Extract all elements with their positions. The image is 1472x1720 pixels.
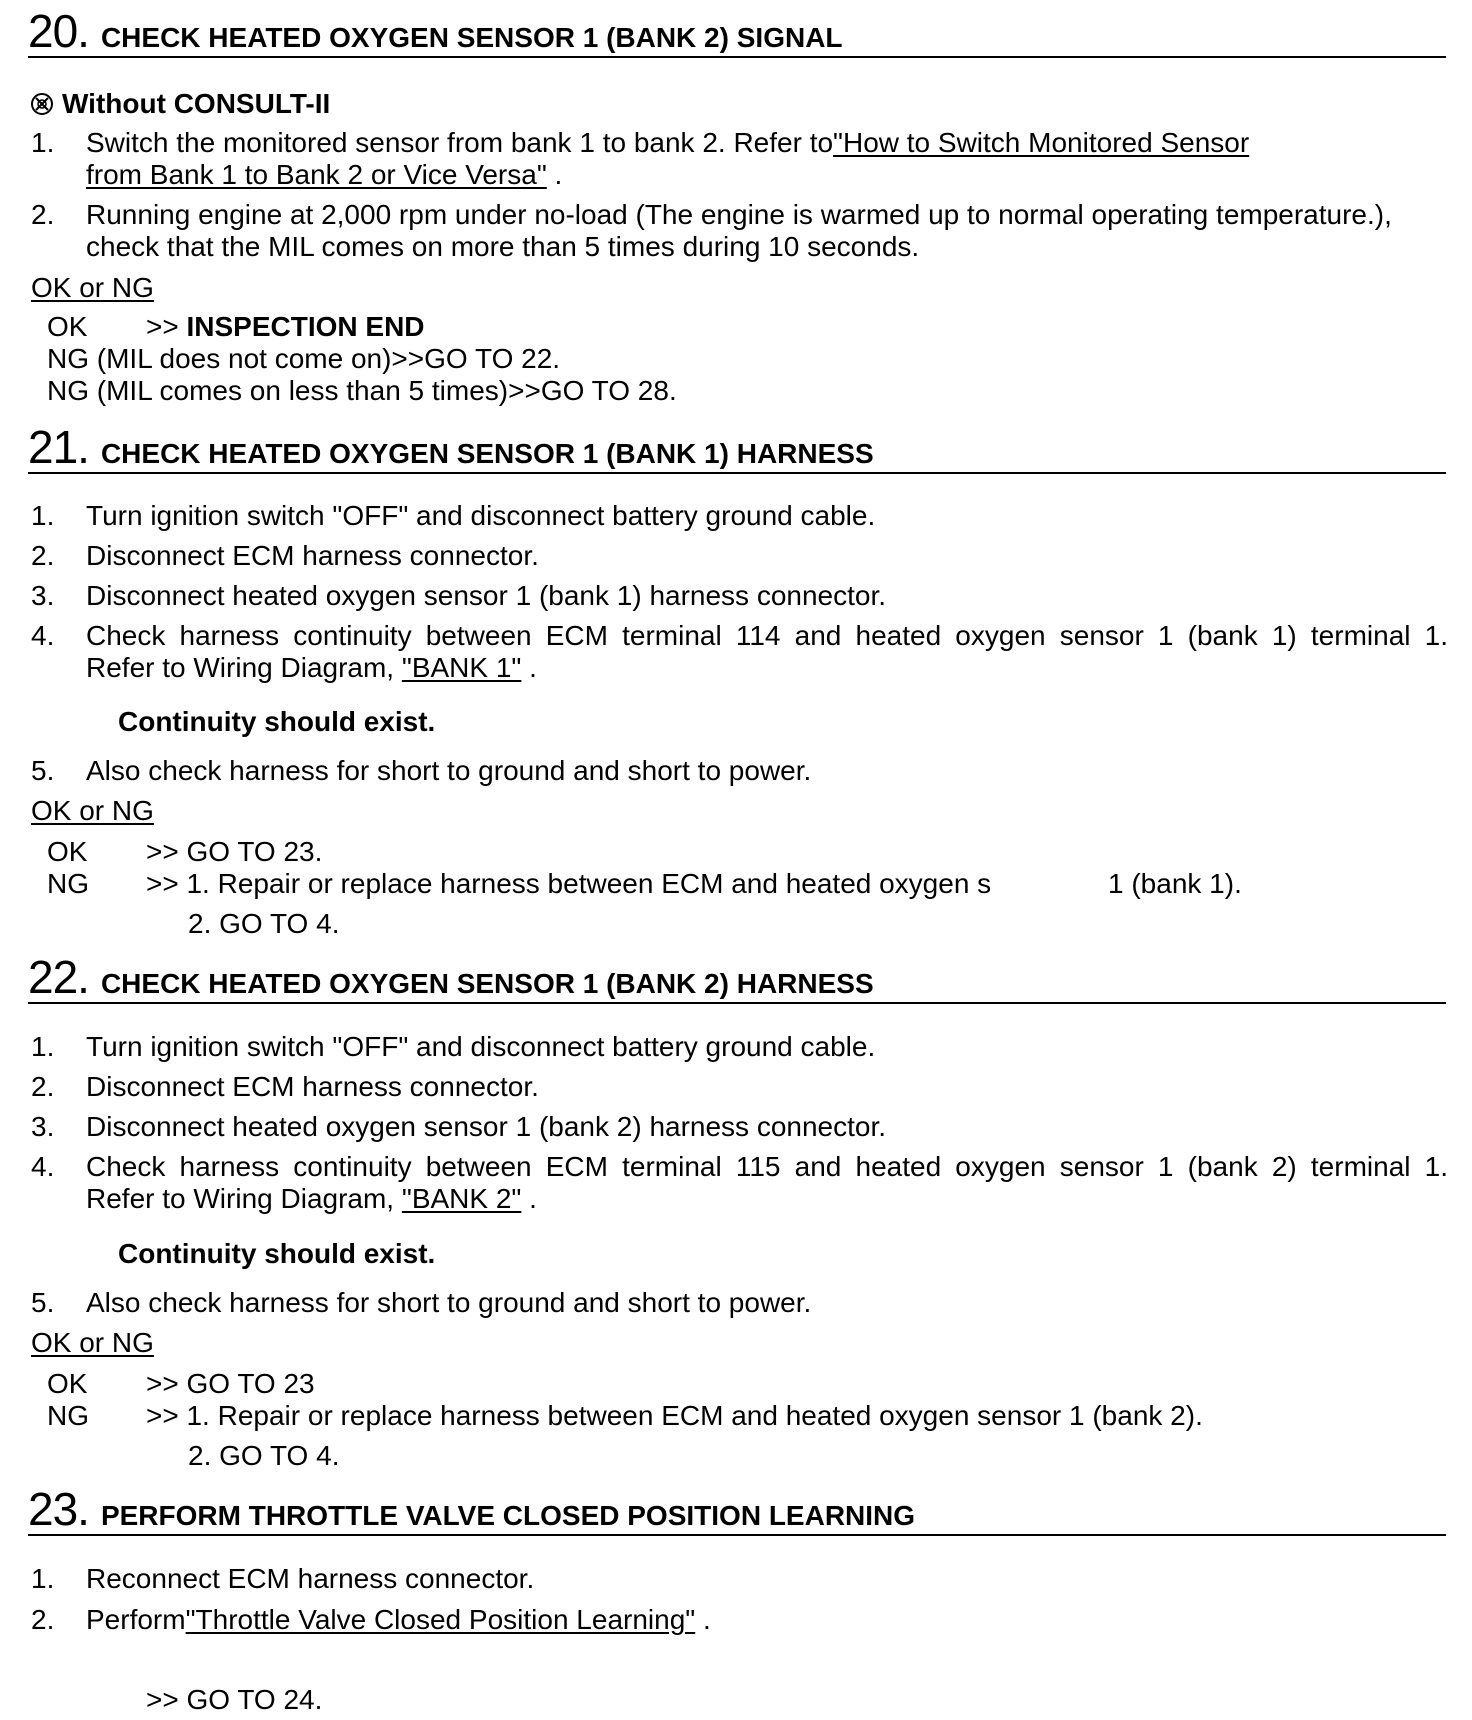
link-switch-monitored-sensor[interactable]: "How to Switch Monitored Sensor	[833, 127, 1250, 158]
result-ng-action-2: 2. GO TO 4.	[188, 908, 340, 939]
step-23-item-1: Reconnect ECM harness connector.	[86, 1563, 535, 1594]
link-switch-monitored-sensor-2[interactable]: from Bank 1 to Bank 2 or Vice Versa"	[86, 159, 547, 190]
step-22-item-4-line-2	[86, 1183, 1448, 1215]
step-22-header	[28, 951, 1446, 1004]
step-21-header	[28, 421, 1446, 474]
step-21-item-2: Disconnect ECM harness connector.	[86, 540, 539, 571]
result-ok-label: OK	[47, 311, 88, 342]
link-bank-2[interactable]: "BANK 2"	[401, 1183, 522, 1214]
item-text: Perform	[86, 1604, 186, 1635]
ok-or-ng-heading: OK or NG	[31, 1327, 154, 1358]
item-number: 1.	[31, 1563, 55, 1594]
step-22-item-1: Turn ignition switch "OFF" and disconnect battery ground cable.	[86, 1031, 876, 1062]
item-text: Refer to Wiring Diagram,	[86, 652, 402, 683]
result-ng-label: NG	[47, 1400, 89, 1431]
item-text-end: .	[521, 1183, 537, 1214]
item-number: 5.	[31, 1287, 55, 1318]
inspection-end: INSPECTION END	[186, 311, 425, 342]
ok-or-ng-heading: OK or NG	[31, 272, 154, 303]
result-ng-action-1-end: 1 (bank 1).	[1108, 868, 1242, 899]
step-21-item-4-line-2	[86, 652, 1448, 684]
item-number: 2.	[31, 1071, 55, 1102]
step-20-item-2-line-1: Running engine at 2,000 rpm under no-load (The engine is warmed up to normal operating temperature.),	[86, 199, 1392, 230]
no-consult-icon	[30, 92, 54, 116]
step-number: 23.	[28, 1483, 89, 1535]
step-21-item-3: Disconnect heated oxygen sensor 1 (bank 1) harness connector.	[86, 580, 887, 611]
result-ng-action-1: >> 1. Repair or replace harness between ECM and heated oxygen s	[146, 868, 992, 899]
step-20-item-1	[86, 127, 1448, 159]
item-number: 1.	[31, 1031, 55, 1062]
step-21-item-5: Also check harness for short to ground and short to power.	[86, 755, 812, 786]
ok-or-ng-heading: OK or NG	[31, 795, 154, 826]
spec-continuity: Continuity should exist.	[118, 1238, 436, 1269]
result-ok-action: >> GO TO 23	[146, 1368, 315, 1399]
step-22-item-2: Disconnect ECM harness connector.	[86, 1071, 539, 1102]
item-number: 4.	[31, 1151, 55, 1182]
result-ng-2: NG (MIL comes on less than 5 times)>>GO TO 28.	[47, 375, 677, 406]
link-bank-1[interactable]: "BANK 1"	[401, 652, 522, 683]
step-23-header	[28, 1483, 1446, 1536]
mode-without-consult	[30, 88, 330, 120]
step-20-item-2-line-2: check that the MIL comes on more than 5 times during 10 seconds.	[86, 231, 920, 262]
item-number: 1.	[31, 127, 55, 158]
result-goto-24: >> GO TO 24.	[146, 1684, 323, 1715]
item-text: Switch the monitored sensor from bank 1 to bank 2. Refer to	[86, 127, 834, 158]
step-number: 20.	[28, 5, 89, 57]
item-text: Refer to Wiring Diagram,	[86, 1183, 402, 1214]
result-ng-1: NG (MIL does not come on)>>GO TO 22.	[47, 343, 561, 374]
result-ok-action: >> GO TO 23.	[146, 836, 323, 867]
item-number: 2.	[31, 1604, 55, 1635]
step-20-header	[28, 5, 1446, 58]
step-21-item-4: Check harness continuity between ECM terminal 114 and heated oxygen sensor 1 (bank 1) terminal 1.	[86, 620, 1448, 651]
step-22-item-5: Also check harness for short to ground and short to power.	[86, 1287, 812, 1318]
item-number: 3.	[31, 580, 55, 611]
result-ng-action-2: 2. GO TO 4.	[188, 1440, 340, 1471]
step-title: CHECK HEATED OXYGEN SENSOR 1 (BANK 2) HARNESS	[100, 968, 874, 999]
step-22-item-4: Check harness continuity between ECM terminal 115 and heated oxygen sensor 1 (bank 2) terminal 1.	[86, 1151, 1448, 1182]
step-22-item-3: Disconnect heated oxygen sensor 1 (bank 2) harness connector.	[86, 1111, 887, 1142]
result-ng-action-1: >> 1. Repair or replace harness between ECM and heated oxygen sensor 1 (bank 2).	[146, 1400, 1203, 1431]
link-throttle-valve-learning[interactable]: "Throttle Valve Closed Position Learning"	[185, 1604, 696, 1635]
result-ok-label: OK	[47, 836, 88, 867]
step-20-item-1-line-2	[86, 159, 1448, 191]
mode-label: Without CONSULT-II	[62, 88, 331, 119]
item-number: 5.	[31, 755, 55, 786]
item-number: 1.	[31, 500, 55, 531]
item-number: 2.	[31, 540, 55, 571]
item-text-end: .	[695, 1604, 711, 1635]
result-ok-action	[146, 311, 425, 343]
step-title: CHECK HEATED OXYGEN SENSOR 1 (BANK 1) HARNESS	[100, 438, 874, 469]
result-ok-label: OK	[47, 1368, 88, 1399]
arrow-text: >>	[146, 311, 187, 342]
result-ng-label: NG	[47, 868, 89, 899]
item-number: 4.	[31, 620, 55, 651]
step-21-item-1: Turn ignition switch "OFF" and disconnect battery ground cable.	[86, 500, 876, 531]
step-number: 21.	[28, 421, 89, 473]
step-number: 22.	[28, 951, 89, 1003]
step-title: PERFORM THROTTLE VALVE CLOSED POSITION LEARNING	[100, 1500, 916, 1531]
spec-continuity: Continuity should exist.	[118, 706, 436, 737]
step-23-item-2	[86, 1604, 1448, 1636]
step-title: CHECK HEATED OXYGEN SENSOR 1 (BANK 2) SIGNAL	[100, 22, 843, 53]
item-number: 2.	[31, 199, 55, 230]
item-text-end: .	[546, 159, 563, 190]
item-text-end: .	[521, 652, 537, 683]
item-number: 3.	[31, 1111, 55, 1142]
